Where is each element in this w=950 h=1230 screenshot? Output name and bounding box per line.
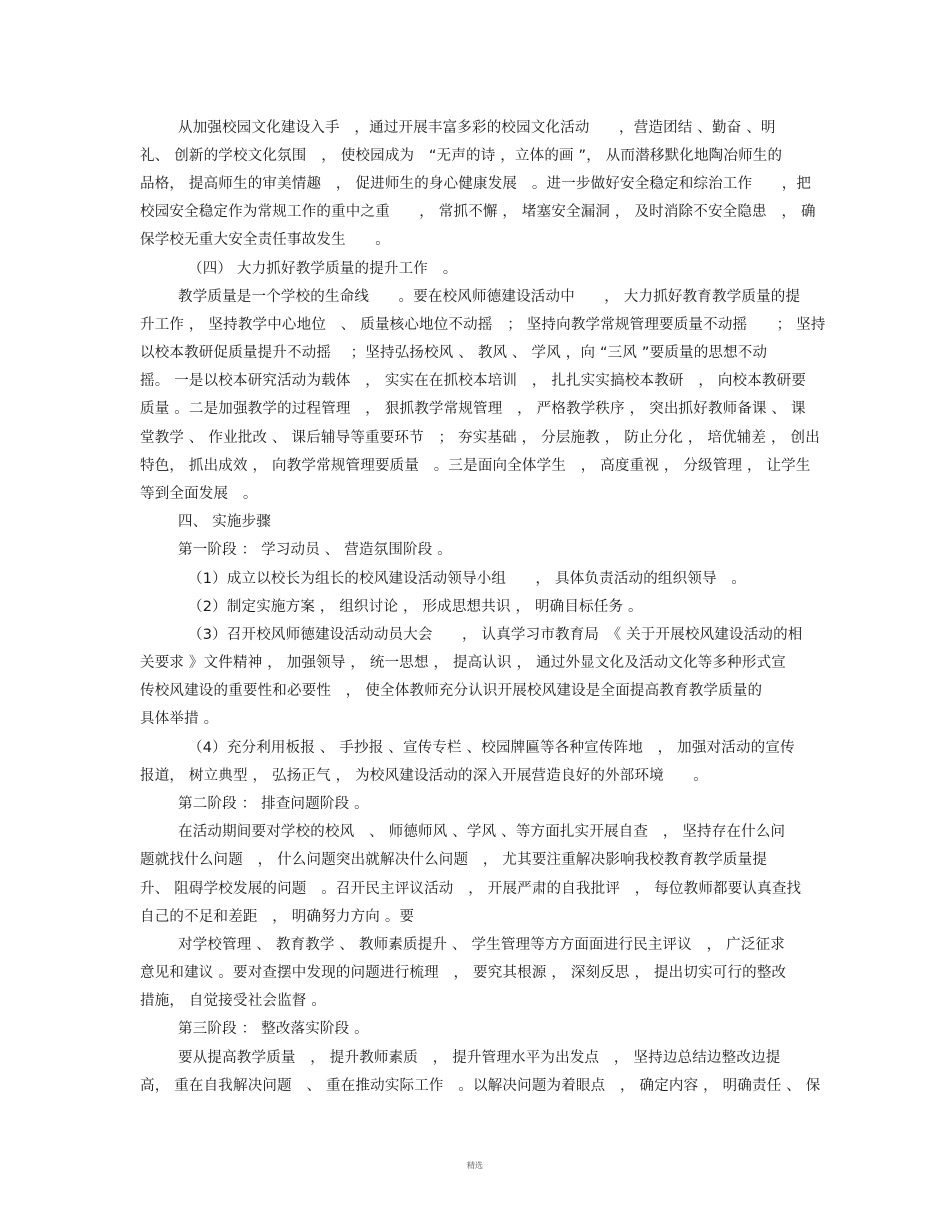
list-item: （2）制定实施方案 ， 组织讨论 ， 形成思想共识 ， 明确目标任务 。 [188, 599, 643, 615]
text-line: 教学质量是一个学校的生命线 。要在校风师德建设活动中 ， 大力抓好教育教学质量的提 [178, 289, 801, 305]
stage-heading: 第一阶段 ： 学习动员 、 营造氛围阶段 。 [178, 542, 452, 558]
text-line: 堂教学 、 作业批改 、 课后辅导等重要环节 ； 夯实基础 ， 分层施教 ， 防止分化 ， 培优辅差 ， 创出 [140, 430, 820, 446]
stage-heading: 第二阶段 ： 排查问题阶段 。 [178, 796, 369, 812]
list-item: （4）充分利用板报 、 手抄报 、宣传专栏 、校园牌匾等各种宣传阵地 ， 加强对活动的宣传 [188, 740, 795, 756]
text-line: 从加强校园文化建设入手 ，通过开展丰富多彩的校园文化活动 ，营造团结 、勤奋 、明 [178, 120, 776, 136]
page-footer: 精选 [467, 1161, 483, 1170]
text-line: 校园安全稳定作为常规工作的重中之重 ， 常抓不懈 ， 堵塞安全漏洞 ， 及时消除不安全隐患 ， 确 [140, 204, 816, 220]
text-line: 质量 。二是加强教学的过程管理 ， 狠抓教学常规管理 ， 严格教学秩序 ， 突出抓好教师备课 、 课 [140, 401, 806, 417]
list-item: （1）成立以校长为组长的校风建设活动领导小组 ， 具体负责活动的组织领导 。 [188, 571, 747, 587]
text-line: 要从提高教学质量 ， 提升教师素质 ， 提升管理水平为出发点 ， 坚持边总结边整改边提 [178, 1050, 781, 1066]
section-heading: 四、 实施步骤 [178, 514, 272, 530]
text-line: 对学校管理 、 教育教学 、 教师素质提升 、 学生管理等方方面面进行民主评议 ， 广泛征求 [178, 937, 785, 953]
section-heading: （四） 大力抓好教学质量的提升工作 。 [188, 261, 458, 277]
text-line: 等到全面发展 。 [140, 486, 258, 502]
text-line: 升工作 ， 坚持教学中心地位 、 质量核心地位不动摇 ； 坚持向教学常规管理要质量不动摇 ； 坚持 [140, 317, 826, 333]
text-line: 保学校无重大安全责任事故发生 。 [140, 232, 390, 248]
text-line: 升、 阻碍学校发展的问题 。召开民主评议活动 ， 开展严肃的自我批评 ， 每位教师都要认真查找 [140, 881, 802, 897]
text-line: 特色， 抓出成效 ， 向教学常规管理要质量 。三是面向全体学生 ， 高度重视 ， 分级管理 ， 让学生 [140, 458, 811, 474]
list-item: （3）召开校风师德建设活动动员大会 ， 认真学习市教育局 《 关于开展校风建设活动的相 [188, 627, 803, 643]
text-line: 在活动期间要对学校的校风 、 师德师风 、学风 、等方面扎实开展自查 ， 坚持存在什么问 [178, 824, 786, 840]
text-line: 品格， 提高师生的审美情趣 ， 促进师生的身心健康发展 。进一步做好安全稳定和综治工作 ，把 [140, 176, 812, 192]
text-line: 题就找什么问题 ， 什么问题突出就解决什么问题 ， 尤其要注重解决影响我校教育教学质量提 [140, 852, 768, 868]
text-line: 报道， 树立典型 ， 弘扬正气 ， 为校风建设活动的深入开展营造良好的外部环境 。 [140, 768, 708, 784]
text-line: 意见和建议 。要对查摆中发现的问题进行梳理 ， 要究其根源 ， 深刻反思 ， 提出切实可行的整改 [140, 965, 787, 981]
text-line: 关要求 》文件精神 ， 加强领导 ， 统一思想 ， 提高认识 ， 通过外显文化及活动文化等多种形式宣 [140, 655, 786, 671]
text-line: 传校风建设的重要性和必要性 ， 使全体教师充分认识开展校风建设是全面提高教育教学质量的 [140, 683, 763, 699]
stage-heading: 第三阶段 ： 整改落实阶段 。 [178, 1021, 369, 1037]
text-line: 高， 重在自我解决问题 、 重在推动实际工作 。以解决问题为着眼点 ， 确定内容 ， 明确责任 、 保 [140, 1078, 821, 1094]
text-line: 以校本教研促质量提升不动摇 ；坚持弘扬校风 、 教风 、 学风 ，向 “三风 ”要质量的思想不动 [140, 345, 768, 361]
text-line: 礼、 创新的学校文化氛围 ， 使校园成为 “无声的诗 ，立体的画 ”， 从而潜移默化地陶冶师生的 [140, 148, 783, 164]
text-line: 措施， 自觉接受社会监督 。 [140, 993, 327, 1009]
text-line: 自己的不足和差距 ， 明确努力方向 。要 [140, 909, 415, 925]
text-line: 摇。 一是以校本研究活动为载体 ， 实实在在抓校本培训 ， 扎扎实实搞校本教研 ， 向校本教研要 [140, 373, 807, 389]
text-line: 具体举措 。 [140, 711, 219, 727]
